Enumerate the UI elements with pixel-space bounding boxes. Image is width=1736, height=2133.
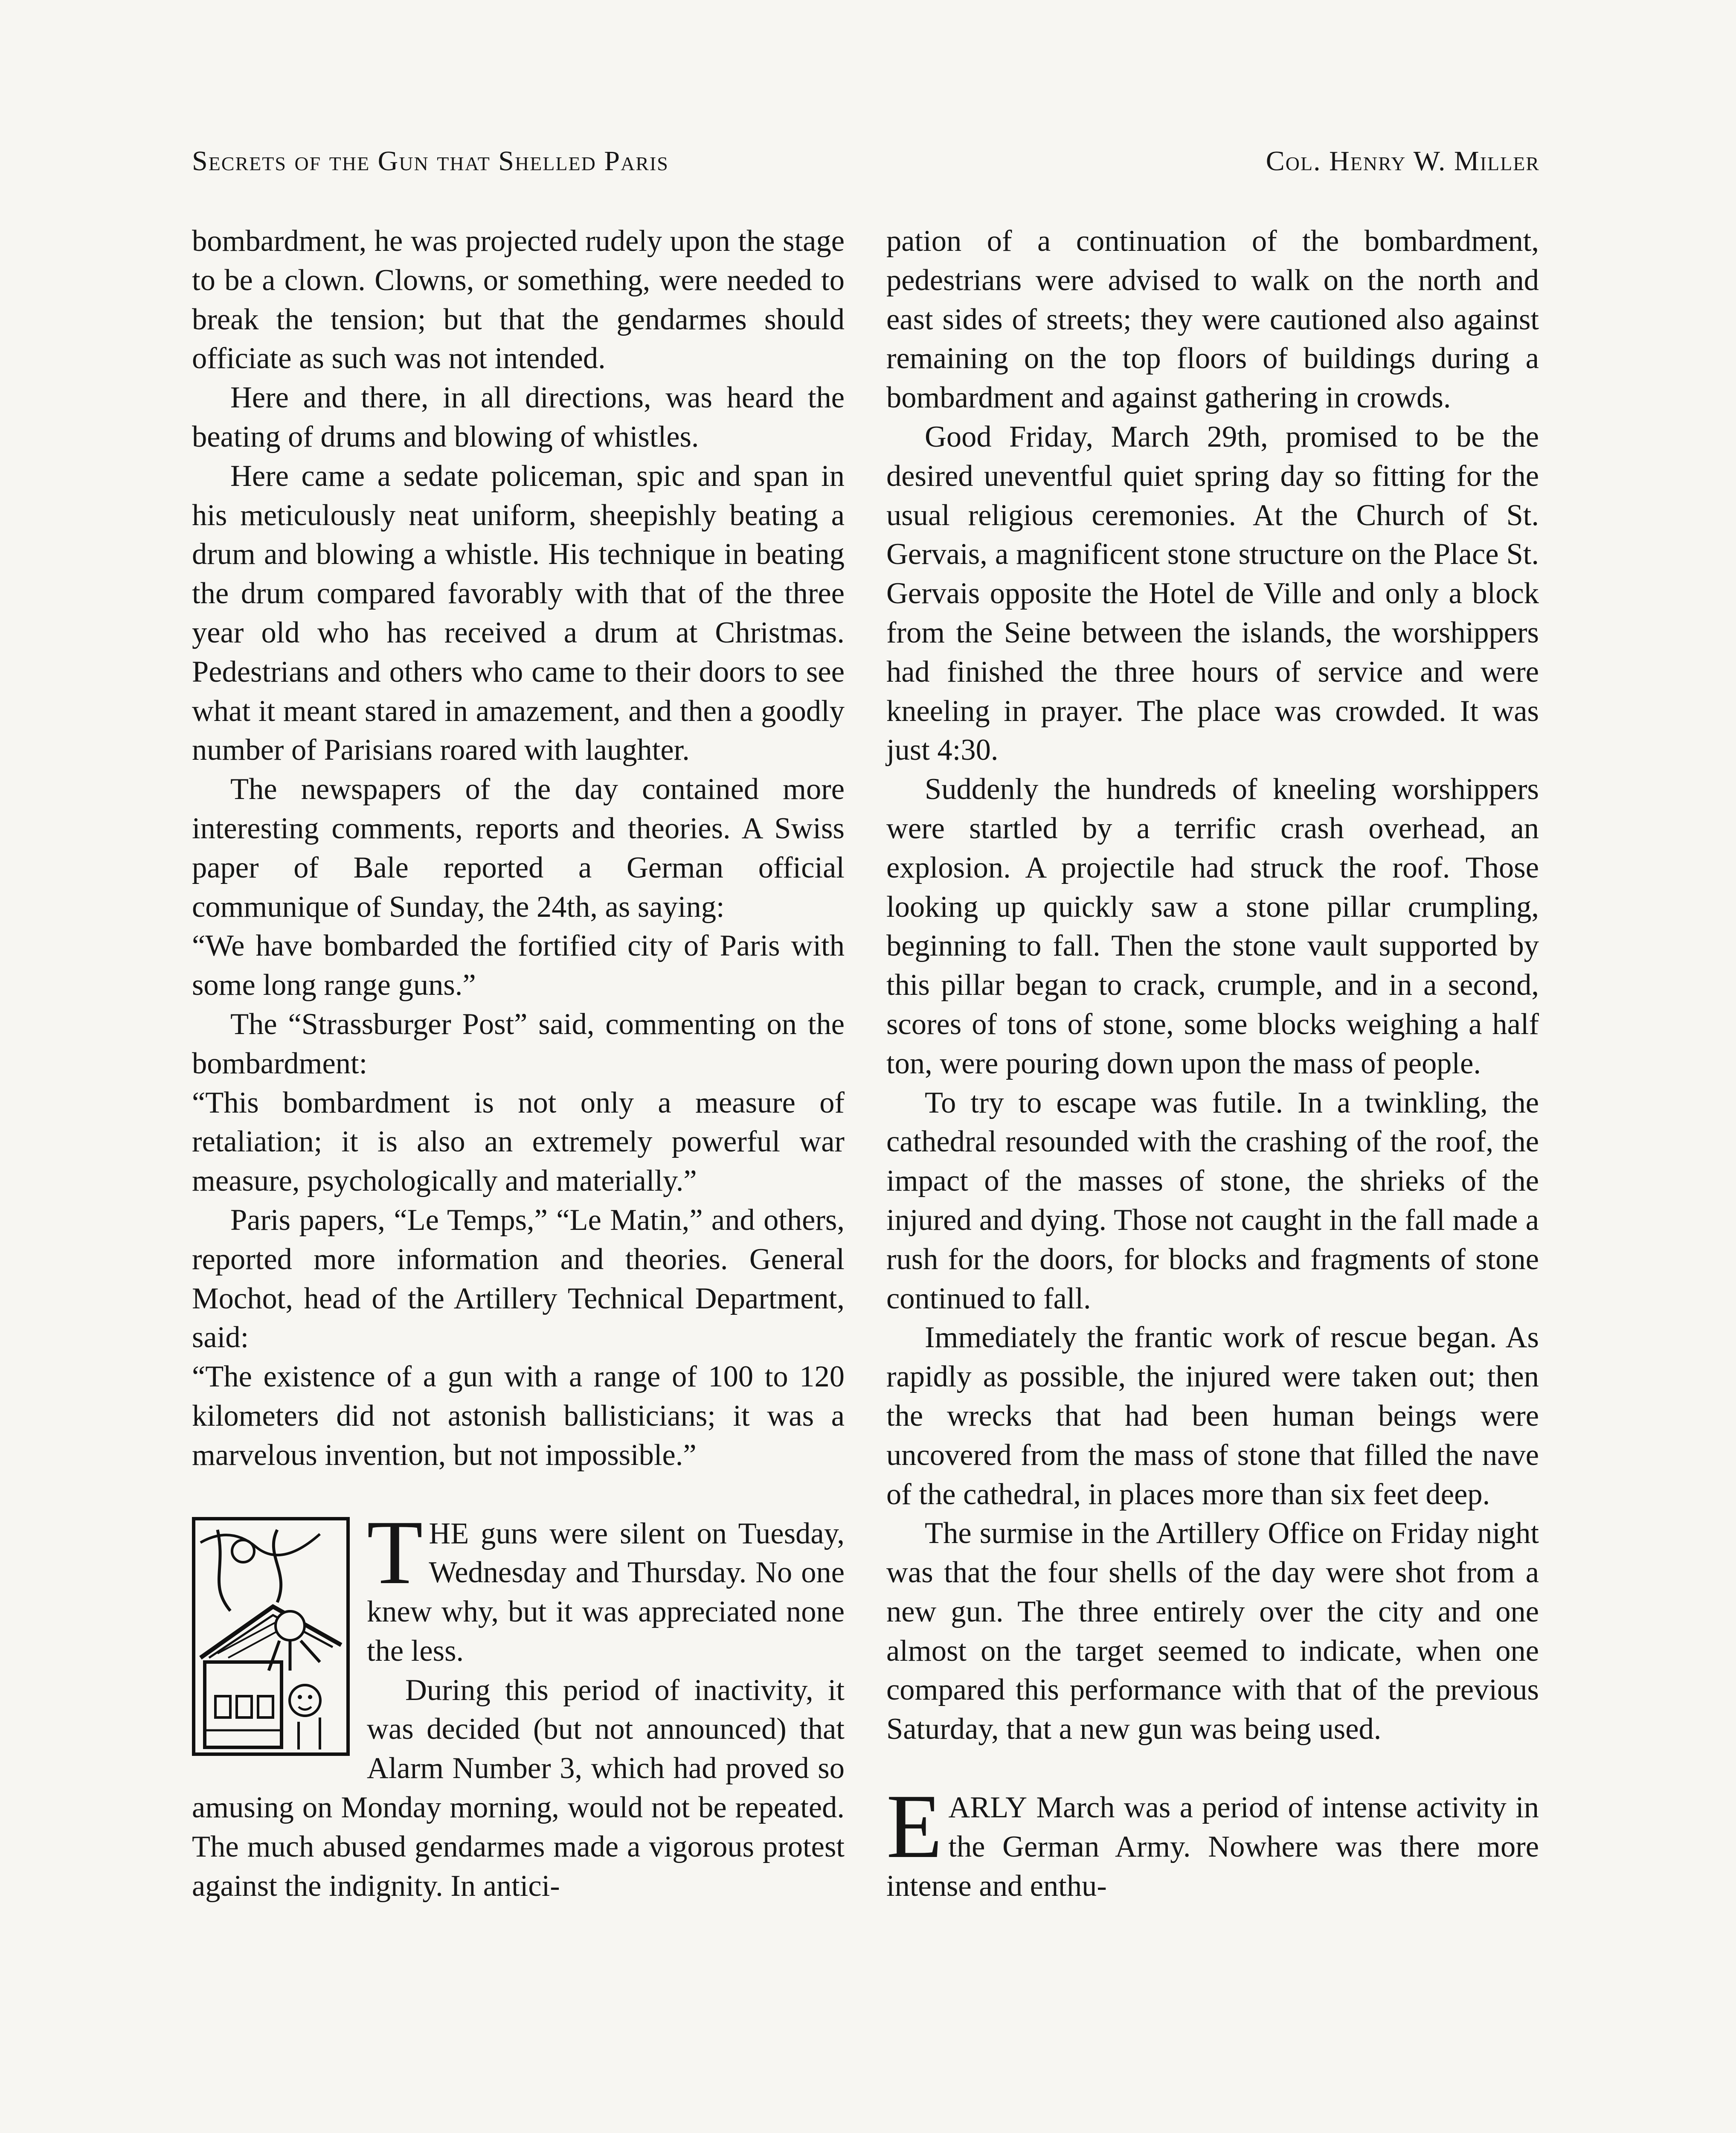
dropcap-letter: T xyxy=(367,1501,423,1603)
paragraph: The “Strassburger Post” said, commenting on the bombardment: xyxy=(192,1007,845,1080)
dropcap-rest: March was a period of intense activity in the German Army. Nowhere was there more intense and enthu- xyxy=(886,1791,1539,1903)
running-header xyxy=(192,145,1540,188)
paragraph: The surmise in the Artillery Office on Friday night was that the four shells of the day were shot from a new gun. The three entirely over the city and one almost on the target seemed to indicate, when one compared this performance with that of the previous Saturday, that a new gun was being used. xyxy=(886,1517,1539,1746)
paragraph: Immediately the frantic work of rescue began. As rapidly as possible, the injured were taken out; then the wrecks that had been human beings were uncovered from the mass of stone that filled the nave of the cathedral, in places more than six feet deep. xyxy=(886,1321,1539,1511)
quote: “We have bombarded the fortified city of Paris with some long range guns.” xyxy=(192,929,845,1002)
header-title: Secrets of the Gun that Shelled Paris xyxy=(192,145,669,177)
header-author: Col. Henry W. Miller xyxy=(1266,145,1540,177)
paragraph: The newspapers of the day contained more interesting comments, reports and theories. A Swiss paper of Bale reported a German official communique of Sunday, the 24th, as saying: xyxy=(192,773,845,924)
dropcap-smallcaps: HE xyxy=(429,1517,469,1550)
woodcut-house-illustration-icon xyxy=(192,1517,350,1756)
paragraph: Here came a sedate policeman, spic and span in his meticulously neat uniform, sheepishly beating a drum and blowing a whistle. His technique in beating the drum compared favorably with that of the three year old who has received a drum at Christmas. Pedestrians and others who came to their doors to see what it meant stared in amazement, and then a goodly number of Parisians roared with laughter. xyxy=(192,459,845,767)
paragraph: Suddenly the hundreds of kneeling worshippers were startled by a terrific crash overhead, an explosion. A projectile had struck the roof. Those looking up quickly saw a stone pillar crumpling, beginning to fall. Then the stone vault supported by this pillar began to crack, crumple, and in a second, scores of tons of stone, some blocks weighing a half ton, were pouring down upon the mass of people. xyxy=(886,773,1539,1080)
paragraph: To try to escape was futile. In a twinkling, the cathedral resounded with the crashing of the roof, the impact of the masses of stone, the shrieks of the injured and dying. Those not caught in the fall made a rush for the doors, for blocks and fragments of stone continued to fall. xyxy=(886,1086,1539,1315)
paragraph: Good Friday, March 29th, promised to be the desired uneventful quiet spring day so fitting for the usual religious ceremonies. At the Church of St. Gervais, a magnificent stone structure on the Place St. Gervais opposite the Hotel de Ville and only a block from the Seine between the islands, the worshippers had finished the three hours of service and were kneeling in prayer. The place was crowded. It was just 4:30. xyxy=(886,420,1539,767)
right-column xyxy=(886,222,1539,1906)
quote: “The existence of a gun with a range of 100 to 120 kilometers did not astonish ballisticians; it was a marvelous invention, but not impossible.” xyxy=(192,1360,845,1472)
section-opening xyxy=(192,1501,845,1906)
paragraph: bombardment, he was projected rudely upon the stage to be a clown. Clowns, or something, were needed to break the tension; but that the gendarmes should officiate as such was not intended. xyxy=(192,224,845,375)
dropcap-letter: E xyxy=(886,1775,943,1877)
dropcap-paragraph xyxy=(886,1775,1539,1906)
quote: “This bombardment is not only a measure of retaliation; it is also an extremely powerful war measure, psychologically and materially.” xyxy=(192,1086,845,1198)
dropcap-rest: guns were silent on Tuesday, Wednesday and Thursday. No one knew why, but it was appreciated none the less. xyxy=(367,1517,845,1668)
paragraph: pation of a continuation of the bombardment, pedestrians were advised to walk on the north and east sides of streets; they were cautioned also against remaining on the top floors of buildings during a bombardment and against gathering in crowds. xyxy=(886,224,1539,415)
paragraph: During this period of inactivity, it was decided (but not announced) that Alarm Number 3, which had proved so amusing on Monday morning, would not be repeated. The much abused gendarmes made a vigorous protest against the indignity. In antici- xyxy=(192,1673,845,1903)
paragraph: Paris papers, “Le Temps,” “Le Matin,” and others, reported more information and theories. General Mochot, head of the Artillery Technical Department, said: xyxy=(192,1203,845,1354)
left-column xyxy=(192,222,845,1906)
paragraph: Here and there, in all directions, was heard the beating of drums and blowing of whistles. xyxy=(192,381,845,453)
dropcap-smallcaps: ARLY xyxy=(948,1791,1028,1825)
